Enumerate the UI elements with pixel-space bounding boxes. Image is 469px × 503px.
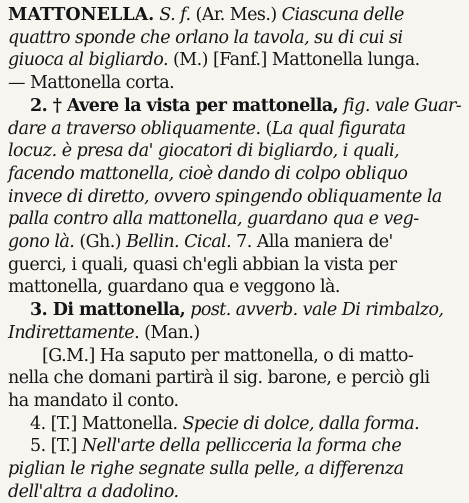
entry-line (8, 27, 461, 50)
entry-line (8, 458, 461, 481)
entry-line (8, 322, 461, 345)
entry-text-segment: Indirettamente. (8, 322, 140, 343)
entry-text-segment: — Mattonella corta. (8, 73, 175, 94)
entry-line (8, 390, 461, 413)
entry-text-segment: nella che domani partirà il sig. barone, e perciò gli (8, 368, 430, 389)
entry-line (8, 413, 461, 436)
entry-line (8, 435, 461, 458)
dictionary-entry-mattonella (8, 4, 461, 503)
entry-text-segment: (Gh.) (74, 232, 127, 253)
entry-text-segment: Specie di dolce, dalla forma. (177, 413, 420, 434)
entry-text-segment: 4. [T.] Mattonella. (30, 413, 178, 434)
entry-line (8, 367, 461, 390)
entry-line (8, 254, 461, 277)
entry-line (8, 208, 461, 231)
entry-text-segment: palla contro alla mattonella, guardano qua e veg- (8, 209, 419, 230)
entry-text-segment: La qual figurata (271, 118, 406, 139)
entry-line (8, 299, 461, 322)
entry-line (8, 276, 461, 299)
entry-line (8, 345, 461, 368)
entry-text-segment: S. f. (154, 5, 191, 25)
entry-text-segment: quattro sponde che orlano la tavola, su di cui si (8, 27, 403, 48)
entry-text-segment: Ciascuna delle (281, 5, 404, 25)
entry-line (8, 95, 461, 118)
entry-text-segment: post. avverb. vale Di rimbalzo, (185, 300, 444, 321)
entry-line (8, 186, 461, 209)
entry-text-segment: 3. Di mattonella, (30, 300, 186, 321)
entry-text-segment: 7. Alla maniera de' (231, 232, 393, 253)
entry-line (8, 4, 461, 27)
entry-text-segment: facendo mattonella, cioè dando di colpo obliquo (8, 163, 408, 184)
entry-text-segment: Nell'arte della pellicceria la forma che (81, 436, 402, 457)
entry-text-segment: Bellin. Cical. (126, 232, 232, 253)
entry-text-segment: guerci, i quali, quasi ch'egli abbian la vista per (8, 254, 397, 275)
entry-text-segment: locuz. è presa da' giocatori di bigliardo, i quali, (8, 141, 400, 162)
entry-line (8, 49, 461, 72)
entry-text-segment: (Ar. Mes.) (190, 5, 282, 25)
entry-text-segment: mattonella, guardano qua e veggono là. (8, 277, 340, 298)
entry-text-segment: ( (260, 118, 272, 139)
entry-text-segment: invece di diretto, ovvero spingendo obliquamente la (8, 186, 442, 207)
entry-line (8, 231, 461, 254)
entry-line (8, 118, 461, 141)
entry-line (8, 72, 461, 95)
entry-text-segment: MATTONELLA. (8, 5, 155, 25)
entry-text-segment: dare a traverso obliquamente. (8, 118, 261, 139)
entry-text-segment: fig. vale Guar- (338, 95, 462, 116)
entry-text-segment: (M.) [Fanf.] Mattonella lunga. (167, 50, 420, 71)
entry-line (8, 140, 461, 163)
entry-text-segment: piglian le righe segnate sulla pelle, a differenza (8, 459, 404, 480)
entry-text-segment: ha mandato il conto. (8, 390, 179, 411)
entry-line (8, 481, 461, 503)
entry-line (8, 163, 461, 186)
entry-text-segment: [G.M.] Ha saputo per mattonella, o di matto- (42, 345, 414, 366)
entry-text-segment: (Man.) (139, 322, 200, 343)
entry-text-segment: 5. [T.] (30, 436, 82, 457)
entry-text-segment: dell'altra a dadolino. (8, 481, 179, 502)
entry-text-segment: 2. † Avere la vista per mattonella, (30, 95, 339, 116)
entry-text-segment: giuoca al bigliardo. (8, 50, 168, 71)
entry-text-segment: gono là. (8, 232, 75, 253)
